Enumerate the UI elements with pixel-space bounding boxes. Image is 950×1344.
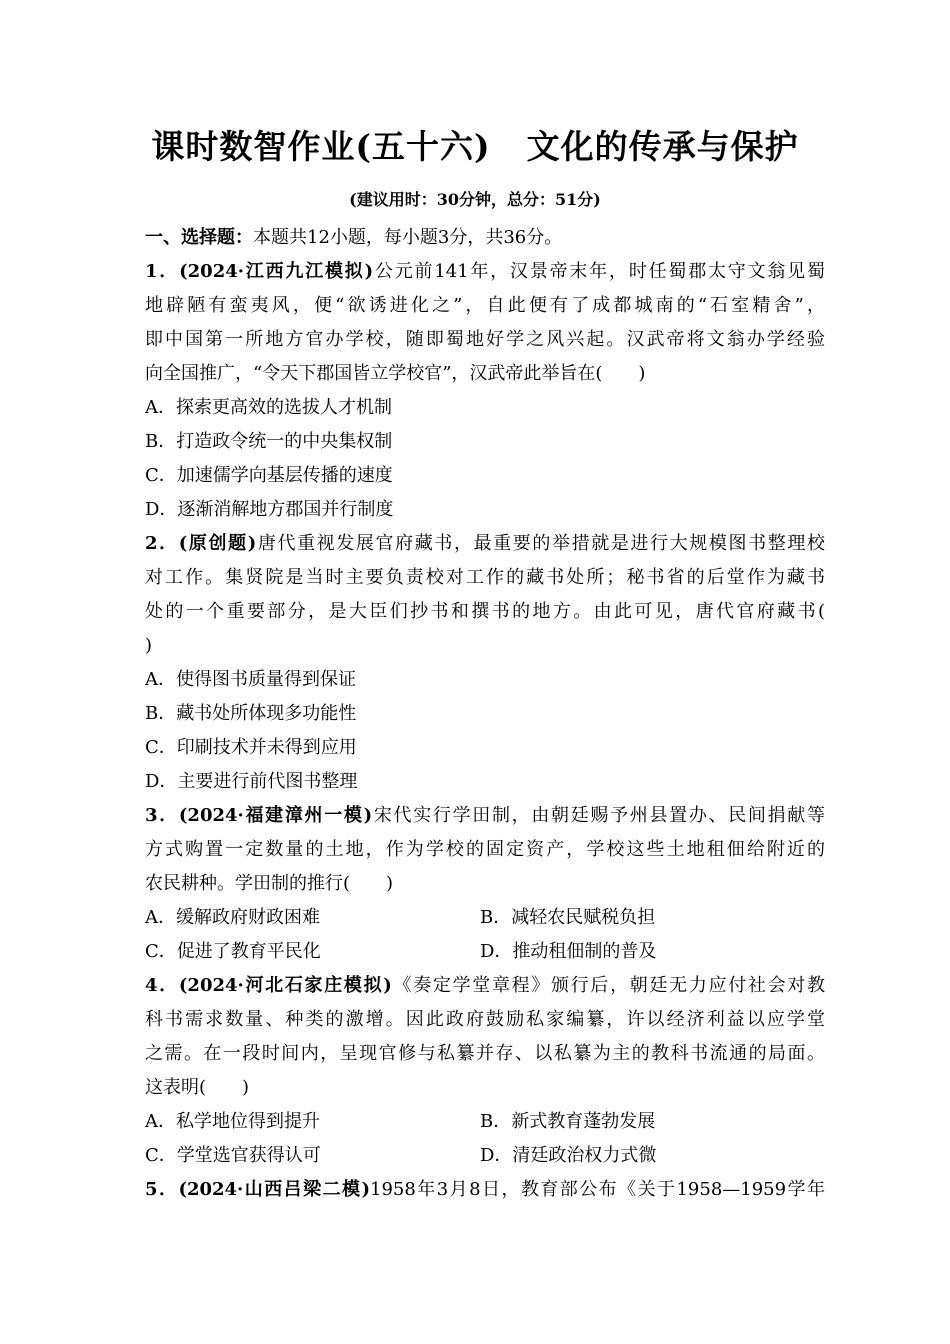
question-4-line-1: [145, 969, 825, 1003]
question-source: (2024·江西九江模拟): [179, 261, 374, 282]
question-2-option-d: D．主要进行前代图书整理: [145, 771, 358, 792]
question-source: (2024·河北石家庄模拟): [178, 975, 392, 996]
question-number: 3．: [145, 805, 179, 826]
question-3-line-2: 方式购置一定数量的土地，作为学校的固定资产，学校这些土地租佃给附近的: [145, 839, 825, 860]
question-number: 2．: [145, 533, 179, 554]
question-3-option-c: C．促进了教育平民化: [145, 941, 321, 962]
question-2-line-4: ): [145, 635, 153, 656]
question-4-line-4: 这表明( ): [145, 1077, 250, 1098]
question-1-line-3: 即中国第一所地方官办学校，随即蜀地好学之风兴起。汉武帝将文翁办学经验: [145, 329, 825, 350]
question-4-line-3: 之需。在一段时间内，呈现官修与私纂并存、以私纂为主的教科书流通的局面。: [145, 1043, 825, 1064]
question-1-option-a: A．探索更高效的选拔人才机制: [145, 397, 392, 418]
section-heading: [145, 221, 825, 255]
question-source: (2024·山西吕梁二模): [178, 1179, 370, 1200]
question-number: 1．: [145, 261, 180, 282]
question-4-line-2: 科书需求数量、种类的激增。因此政府鼓励私家编纂，许以经济利益以应学堂: [145, 1009, 825, 1030]
question-1-line-1: [145, 255, 825, 289]
title-main: 课时数智作业(五十六): [151, 127, 491, 166]
question-text: 宋代实行学田制，由朝廷赐予州县置办、民间捐献等: [372, 805, 825, 826]
question-4-option-d: D．清廷政治权力式微: [480, 1145, 657, 1166]
question-2-line-1: [145, 527, 825, 561]
title-topic: 文化的传承与保护: [526, 127, 799, 166]
question-3-option-a: A．缓解政府财政困难: [145, 907, 320, 928]
question-2-line-3: 处的一个重要部分，是大臣们抄书和撰书的地方。由此可见，唐代官府藏书(: [145, 601, 825, 622]
question-text: 公元前141年，汉景帝末年，时任蜀郡太守文翁见蜀: [373, 261, 825, 282]
section-desc: 本题共12小题，每小题3分，共36分。: [253, 227, 563, 248]
question-4-options-row-2: [145, 1139, 825, 1173]
time-and-score-note: (建议用时：30分钟，总分：51分): [349, 190, 601, 209]
question-4-option-c: C．学堂选官获得认可: [145, 1145, 321, 1166]
question-text: 《奏定学堂章程》颁行后，朝廷无力应付社会对教: [391, 975, 825, 996]
question-2-option-b: B．藏书处所体现多功能性: [145, 703, 357, 724]
question-1-option-d: D．逐渐消解地方郡国并行制度: [145, 499, 394, 520]
question-text: 1958年3月8日，教育部公布《关于1958—1959学年: [370, 1179, 825, 1200]
section-label: 一、选择题：: [145, 227, 253, 248]
page-title: [0, 124, 950, 170]
question-2-option-c: C．印刷技术并未得到应用: [145, 737, 357, 758]
question-2-line-2: 对工作。集贤院是当时主要负责校对工作的藏书处所；秘书省的后堂作为藏书: [145, 567, 825, 588]
question-3-option-d: D．推动租佃制的普及: [480, 941, 657, 962]
question-content: [145, 221, 825, 1207]
question-source: (原创题): [178, 533, 257, 554]
question-4-option-b: B．新式教育蓬勃发展: [480, 1111, 656, 1132]
question-3-line-3: 农民耕种。学田制的推行( ): [145, 873, 394, 894]
question-4-options-row-1: [145, 1105, 825, 1139]
question-3-options-row-1: [145, 901, 825, 935]
question-text: 唐代重视发展官府藏书，最重要的举措就是进行大规模图书整理校: [256, 533, 825, 554]
question-1-line-2: 地辟陋有蛮夷风，便“欲诱进化之”，自此便有了成都城南的“石室精舍”，: [145, 295, 825, 316]
question-1-option-c: C．加速儒学向基层传播的速度: [145, 465, 393, 486]
question-4-option-a: A．私学地位得到提升: [145, 1111, 320, 1132]
question-5-line-1: [145, 1173, 825, 1207]
question-3-line-1: [145, 799, 825, 833]
question-1-line-4: 向全国推广，“令天下郡国皆立学校官”，汉武帝此举旨在( ): [145, 363, 646, 384]
question-number: 4．: [145, 975, 179, 996]
question-3-option-b: B．减轻农民赋税负担: [480, 907, 656, 928]
question-2-option-a: A．使得图书质量得到保证: [145, 669, 356, 690]
question-1-option-b: B．打造政令统一的中央集权制: [145, 431, 393, 452]
question-3-options-row-2: [145, 935, 825, 969]
question-source: (2024·福建漳州一模): [178, 805, 373, 826]
question-number: 5．: [145, 1179, 179, 1200]
